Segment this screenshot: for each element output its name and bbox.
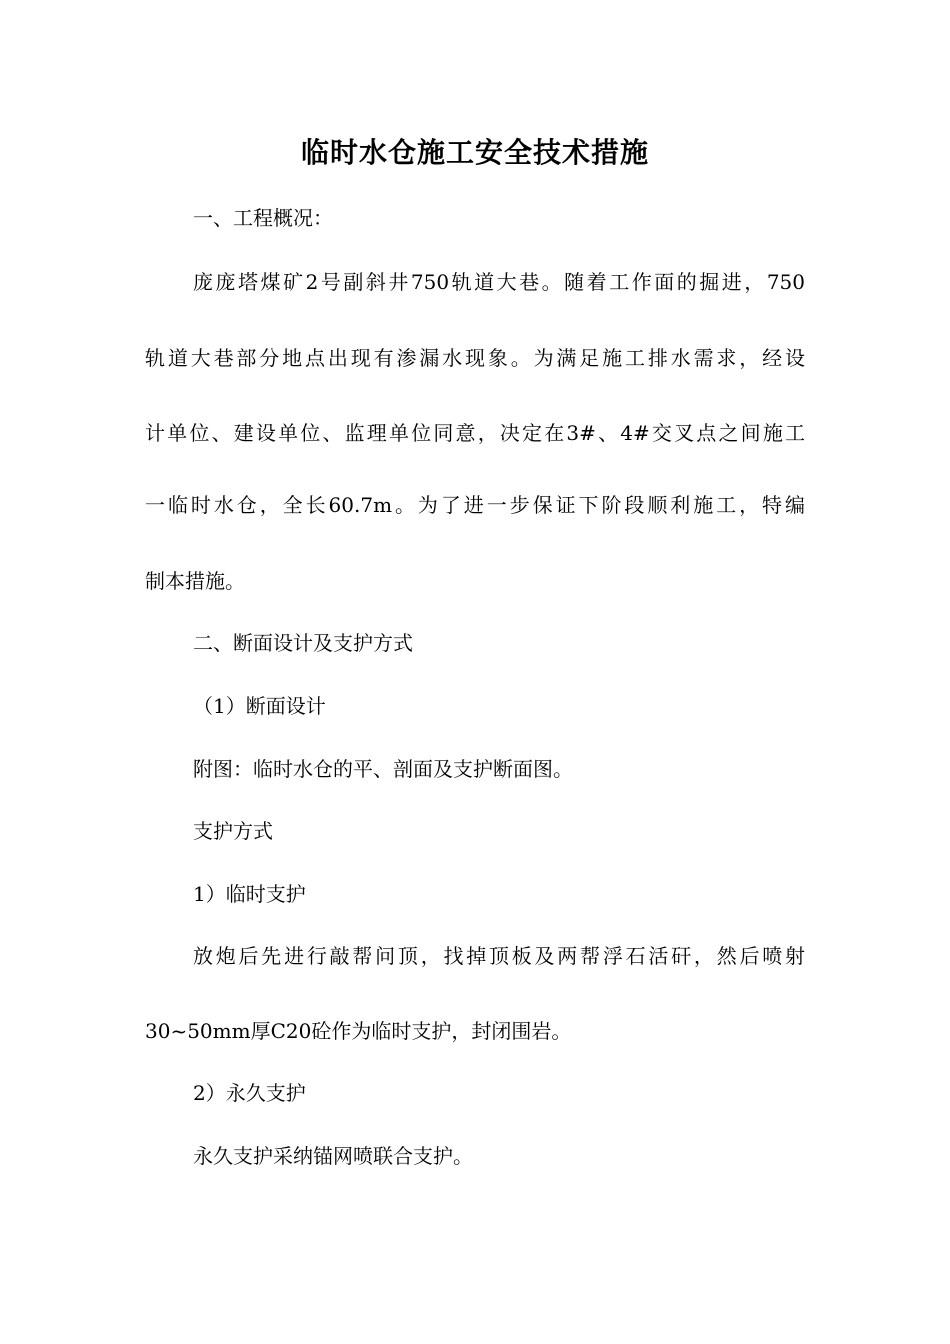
section-heading-overview: 一、工程概况： [193, 206, 333, 230]
document-title: 临时水仓施工安全技术措施 [300, 136, 649, 169]
paragraph-line: 轨道大巷部分地点出现有渗漏水现象。为满足施工排水需求，经设 [145, 346, 805, 370]
paragraph-line: 放炮后先进行敲帮问顶，找掉顶板及两帮浮石活矸，然后喷射 [193, 944, 805, 968]
attachment-note: 附图：临时水仓的平、剖面及支护断面图。 [193, 757, 573, 781]
paragraph-line: 计单位、建设单位、监理单位同意，决定在3#、4#交叉点之间施工 [145, 421, 805, 445]
section-heading-design: 二、断面设计及支护方式 [193, 631, 413, 655]
paragraph-line: 一临时水仓，全长60.7m。为了进一步保证下阶段顺利施工，特编 [145, 493, 805, 517]
subheading-permanent-support: 2）永久支护 [193, 1081, 306, 1105]
subheading-support-method: 支护方式 [193, 819, 273, 843]
paragraph-line: 30~50mm厚C20砼作为临时支护，封闭围岩。 [145, 1019, 572, 1043]
paragraph-line: 庞庞塔煤矿2号副斜井750轨道大巷。随着工作面的掘进，750 [193, 270, 805, 294]
paragraph-line: 永久支护采纳锚网喷联合支护。 [193, 1144, 473, 1168]
paragraph-line: 制本措施。 [145, 569, 245, 593]
subheading-temporary-support: 1）临时支护 [193, 882, 306, 906]
subheading-section-design: （1）断面设计 [193, 694, 326, 718]
